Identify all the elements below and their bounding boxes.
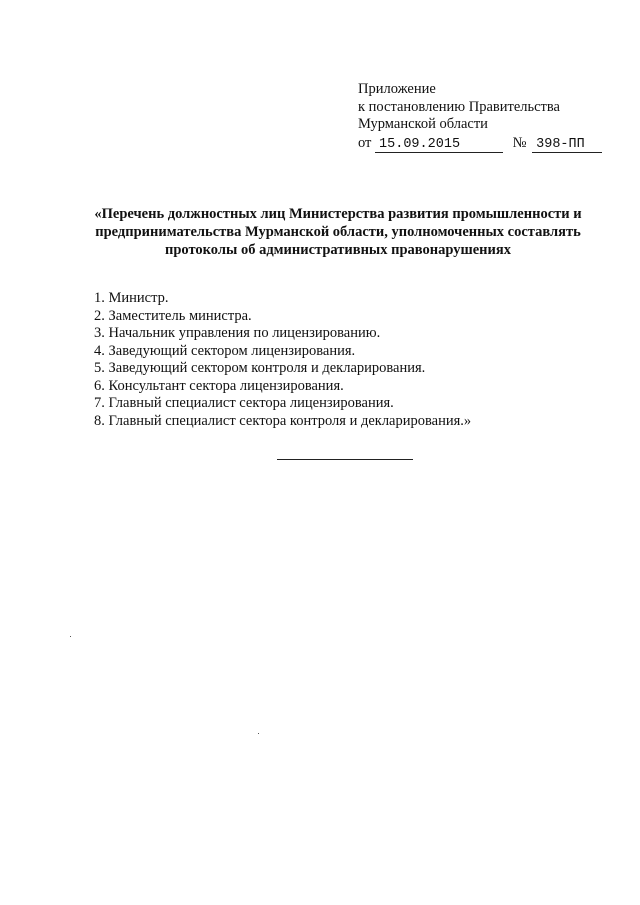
- scan-speck: [258, 733, 259, 734]
- appendix-heading: Приложение: [358, 81, 436, 97]
- list-item: 6. Консультант сектора лицензирования.: [94, 377, 344, 394]
- appendix-resolution-line: к постановлению Правительства: [358, 98, 560, 115]
- list-item: 3. Начальник управления по лицензированию.: [94, 325, 381, 341]
- list-item: 1. Министр.: [94, 290, 169, 306]
- scan-speck: [70, 636, 71, 637]
- resolution-number: 398-ПП: [532, 138, 602, 153]
- document-title: «Перечень должностных лиц Министерства развития промышленности и предпринимательства Мурманской области, уполномоченных составлять протоколы об административных правонарушениях: [94, 206, 582, 258]
- end-separator-line: [277, 459, 413, 460]
- appendix-region-line: Мурманской области: [358, 116, 488, 132]
- date-prefix: от: [358, 134, 372, 151]
- list-item: 4. Заведующий сектором лицензирования.: [94, 342, 356, 359]
- appendix-date-line: [358, 135, 618, 153]
- appendix-block: [358, 81, 618, 153]
- resolution-date: 15.09.2015: [375, 138, 503, 153]
- list-item: 5. Заведующий сектором контроля и декларирования.: [94, 360, 426, 376]
- list-item: 2. Заместитель министра.: [94, 307, 252, 324]
- number-sign: №: [512, 134, 527, 151]
- officials-list: [94, 290, 594, 430]
- list-item: 7. Главный специалист сектора лицензирования.: [94, 395, 394, 411]
- list-item: 8. Главный специалист сектора контроля и декларирования.»: [94, 412, 472, 429]
